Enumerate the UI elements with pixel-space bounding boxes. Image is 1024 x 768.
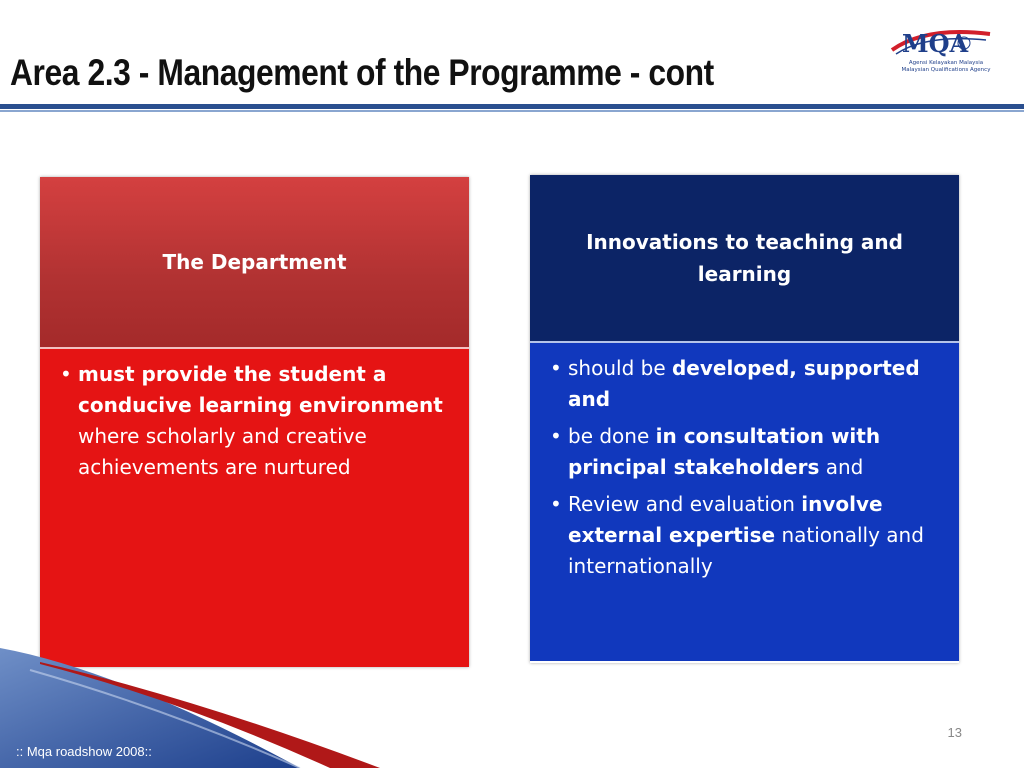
bullet-item [568,421,935,483]
department-panel [40,177,469,667]
department-bullets [40,359,469,483]
bullet-item [568,353,935,415]
mqa-logo-icon [886,20,996,62]
innovations-panel [530,175,959,663]
page-number: 13 [947,725,962,740]
bullet-text: be done [568,424,656,448]
bullet-text-bold: must provide the student a conducive learning environment [78,362,443,417]
department-body [40,349,469,667]
bullet-text: Review and evaluation [568,492,802,516]
bullet-item [78,359,445,483]
innovations-heading: Innovations to teaching and learning [530,175,959,343]
innovations-bullets [530,353,959,582]
logo-line1: Agensi Kelayakan Malaysia [908,60,984,66]
title-underline [0,104,1024,109]
bullet-text-bold: developed, supported and [568,356,920,411]
logo-caption [900,60,992,74]
title-underline-light [0,110,1024,112]
department-heading: The Department [40,177,469,349]
bullet-text: where scholarly and creative achievements are nurtured [78,424,367,479]
bullet-text-bold: in consultation with principal stakeholders [568,424,881,479]
bullet-text: should be [568,356,672,380]
bullet-text: nationally and internationally [568,523,924,578]
footer-text: :: Mqa roadshow 2008:: [16,744,152,759]
bullet-text: and [819,455,864,479]
logo-line2: Malaysian Qualifications Agency [901,67,991,73]
mqa-logo [886,20,996,74]
bullet-item [568,489,935,582]
bullet-text-bold: involve external expertise [568,492,883,547]
slide-title: Area 2.3 - Management of the Programme - cont [10,52,714,93]
innovations-body [530,343,959,661]
svg-text:MQA: MQA [902,29,969,58]
